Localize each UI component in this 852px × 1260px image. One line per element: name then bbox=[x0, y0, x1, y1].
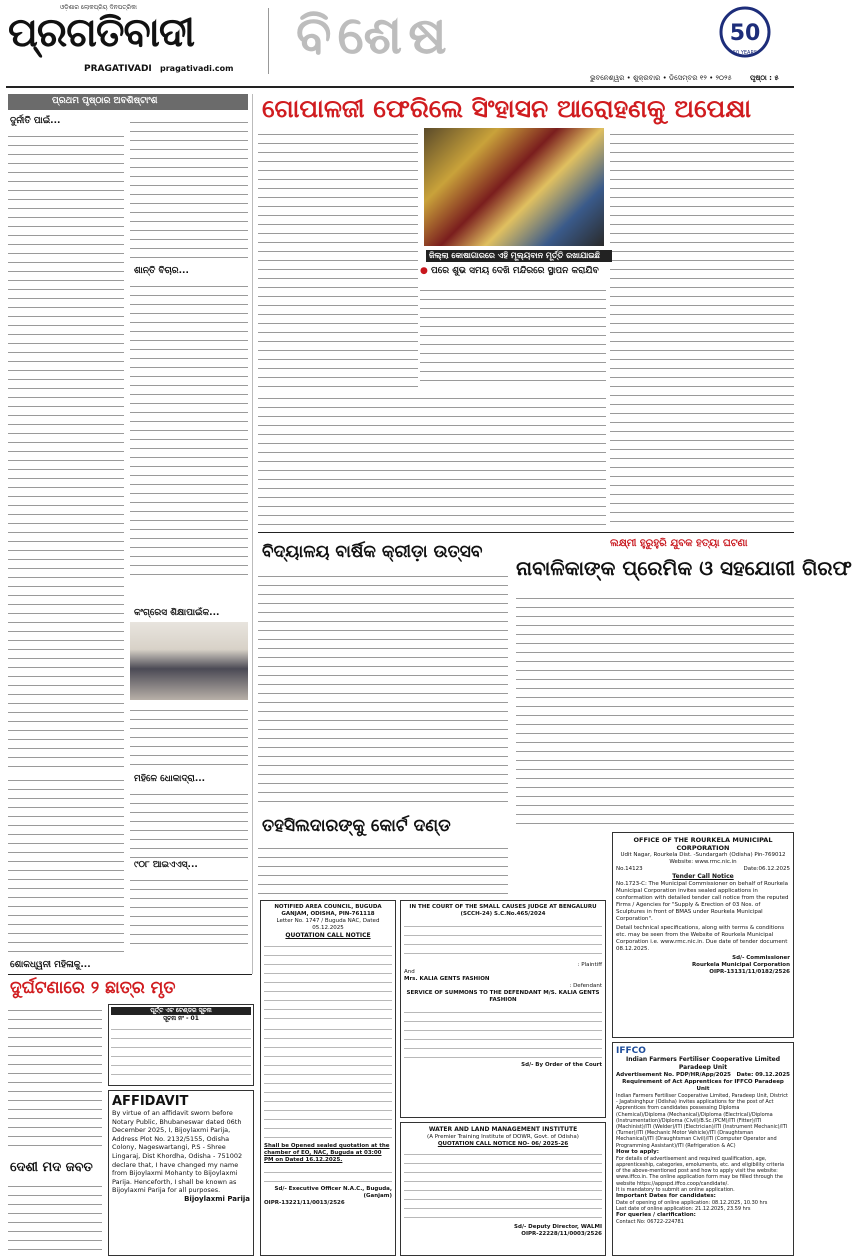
rmc-ad bbox=[612, 832, 794, 1038]
sports-headline: ବିଦ୍ୟାଳୟ ବାର୍ଷିକ କ୍ରୀଡ଼ା ଉତ୍ସବ bbox=[262, 542, 483, 562]
affidavit-body: By virtue of an affidavit sworn before Notary Public, Bhubaneswar dated 06th December 2025, I, Bijoylaxmi Parija, Address Plot No. 2132/5155, Odisha Colony, Nageswartangi, P.S - Shree Lingaraj, Dist Khordha, Odisha - 751002 declare that, I have changed my name from Bijoylaxmi Mohanty to Bijoylaxmi Parija. Henceforth, I shall be known as Bijoylaxmi Parija for all purposes. bbox=[112, 1109, 243, 1195]
walmi-body bbox=[404, 1148, 602, 1224]
rmc-body-2: Detail technical specifications, along with terms & conditions etc. may be seen from the Website of Rourkela Municipal Corporation i.e. www.rmc.nic.in. Due date of tender document 08.12.2025. bbox=[616, 925, 788, 952]
iffco-how-title: How to apply: bbox=[616, 1148, 659, 1155]
rmc-title: OFFICE OF THE ROURKELA MUNICIPAL CORPORATION bbox=[633, 836, 773, 852]
left-subhead-4: ମହିଳେ ଧୋକାଦ୍ରା... bbox=[134, 774, 206, 784]
crime-kicker: ଲକ୍ଷ୍ମୀ ହୁରୁହୁରି ଯୁବକ ହତ୍ୟା ଘଟଣା bbox=[610, 538, 748, 549]
liquor-body bbox=[8, 1180, 102, 1254]
iffco-unit: Paradeep Unit bbox=[678, 1064, 728, 1071]
crime-body bbox=[516, 592, 794, 828]
rmc-letter-no: No.14123 bbox=[616, 866, 643, 872]
nac-ad bbox=[260, 900, 396, 1256]
nac-notice: QUOTATION CALL NOTICE bbox=[285, 932, 371, 939]
meeting-photo bbox=[130, 622, 248, 700]
left-body-1 bbox=[8, 130, 124, 770]
rmc-oipr: OIPR-13131/11/0182/2526 bbox=[709, 969, 790, 975]
iffco-dates-title: Important Dates for candidates: bbox=[616, 1193, 716, 1200]
lead-headline: ଗୋପାଳଜୀ ଫେରିଲେ ସିଂହାସନ ଆରୋହଣକୁ ଅପେକ୍ଷା bbox=[262, 94, 752, 123]
lead-body-2 bbox=[420, 284, 606, 388]
small-causes-body-1 bbox=[404, 920, 602, 962]
masthead-rule bbox=[6, 86, 794, 88]
small-causes-case: (SCCH-24) S.C.No.465/2024 bbox=[460, 911, 546, 917]
accident-body bbox=[8, 1004, 102, 1154]
accident-headline: ଦୁର୍ଘଟଣାରେ ୨ ଛାତ୍ର ମୃତ bbox=[10, 978, 176, 998]
tender-ad-title: ପୂର୍ତ୍ତ ଏଟ ଟେଣ୍ଡର ସୂଚନା bbox=[111, 1007, 251, 1015]
tender-ad bbox=[108, 1004, 254, 1086]
iffco-ref-row bbox=[616, 1072, 790, 1079]
walmi-notice: QUOTATION CALL NOTICE NO- 06/ 2025-26 bbox=[437, 1141, 569, 1147]
small-causes-defendant-name: Mrs. KALIA GENTS FASHION bbox=[404, 976, 490, 982]
lead-photo-caption: ଜିଲ୍ଲା କୋଷାଗାରରେ ଏହି ମୂଲ୍ୟବାନ ମୂର୍ତ୍ତି ରଖାଯାଇଛି bbox=[426, 250, 612, 262]
nac-address: GANJAM, ODISHA, PIN-761118 bbox=[281, 911, 375, 917]
sports-body bbox=[258, 570, 508, 810]
iffco-queries-title: For queries / clarification: bbox=[616, 1212, 696, 1219]
website: pragativadi.com bbox=[160, 64, 234, 73]
nac-deadline: Shall be Opened sealed quotation at the chamber of EO, NAC, Buguda at 03:00 PM on Dated 16.12.2025. bbox=[264, 1143, 390, 1163]
section-rule-1 bbox=[258, 532, 794, 533]
small-causes-service: SERVICE OF SUMMONS TO THE DEFENDANT M/S. KALIA GENTS FASHION bbox=[406, 990, 600, 1003]
left-body-3 bbox=[130, 280, 248, 580]
small-causes-plaintiff: : Plaintiff bbox=[577, 962, 602, 968]
walmi-ad bbox=[400, 1122, 606, 1256]
page-number: ପୃଷ୍ଠା : ୫ bbox=[750, 74, 779, 82]
column-divider bbox=[252, 94, 253, 974]
left-body-4 bbox=[130, 704, 248, 770]
walmi-subtitle: (A Premier Training Institute of DOWR, Govt. of Odisha) bbox=[427, 1134, 579, 1140]
left-body-2 bbox=[130, 116, 248, 264]
left-subhead-1: ଦୁର୍ନୀତି ପାଇଁ... bbox=[10, 116, 61, 126]
affidavit-signature: Bijoylaxmi Parija bbox=[184, 1194, 250, 1203]
bullet-icon: ● bbox=[420, 266, 428, 276]
iffco-body: Indian Farmers Fertiliser Cooperative Limited, Paradeep Unit, District - Jagatsinghpur (Odisha) invites applications for the post of Act Apprentices from candidates possessing Diploma (Chemical)/Diploma (Mechanical)/Diploma (Electrical)/Diploma (Instrumentation)/Diploma (Civil)/B.Sc.(PCM)/ITI (Fitter)/ITI (Machinist)/ITI (Welder)/ITI (Electrician)/ITI (Instrument Mechanic)/ITI (Turner)/ITI (Mechanic Motor Vehicle)/ITI (Draughtsman Mechanical)/ITI (Draughtsman Civil)/ITI (Computer Operator and Programming Assistant)/ITI (Refrigeration & AC) bbox=[616, 1093, 789, 1149]
nac-title: NOTIFIED AREA COUNCIL, BUGUDA bbox=[274, 904, 382, 910]
masthead-divider bbox=[268, 8, 269, 74]
iffco-title: Indian Farmers Fertiliser Cooperative Limited bbox=[625, 1056, 780, 1063]
logo: ପ୍ରଗତିବାଦୀ bbox=[8, 10, 195, 56]
small-causes-title: IN THE COURT OF THE SMALL CAUSES JUDGE AT BENGALURU bbox=[409, 904, 597, 910]
iffco-mandatory: It is mandatory to submit an online application. bbox=[616, 1186, 735, 1193]
walmi-title: WATER AND LAND MANAGEMENT INSTITUTE bbox=[428, 1126, 578, 1133]
small-causes-defendant: : Defendant bbox=[569, 983, 602, 989]
anniversary-logo bbox=[710, 2, 780, 60]
small-causes-body-2 bbox=[404, 1006, 602, 1062]
crime-headline: ନାବାଳିକାଙ୍କ ପ୍ରେମିକ ଓ ସହଯୋଗୀ ଗିରଫ bbox=[516, 556, 852, 580]
dateline: ଭୁବନେଶ୍ୱର • ଶୁକ୍ରବାର • ଡିସେମ୍ବର ୧୨ • ୨୦୨୫ bbox=[590, 74, 732, 82]
small-causes-signoff: Sd/- By Order of the Court bbox=[521, 1062, 602, 1068]
iffco-date-2: Last date of online application: 21.12.2025, 23.59 hrs bbox=[616, 1206, 751, 1213]
iffco-ad bbox=[612, 1042, 794, 1256]
nac-letter: Letter No. 1747 / Buguda NAC, Dated 05.12.2025 bbox=[276, 918, 380, 931]
iffco-requirement: Requirement of Act Apprentices for IFFCO Paradeep Unit bbox=[622, 1079, 784, 1092]
small-causes-ad bbox=[400, 900, 606, 1118]
iffco-how-body: For details of advertisement and required qualification, age, apprenticeship, categories, emoluments, etc. and eligibility criteria of the above-mentioned post and how to apply visit the website: www.iffco.in. The online application form may be filled through the website https://appspd.iffco.coop/candidate/. bbox=[616, 1155, 785, 1187]
svg-text:50: 50 bbox=[729, 21, 761, 46]
iffco-logo: IFFCO bbox=[616, 1046, 646, 1056]
lead-body-right bbox=[610, 128, 794, 528]
left-subhead-3: କଂଗ୍ରେସ ଶିକ୍ଷାପାଇଁକ... bbox=[134, 608, 220, 618]
anniversary-label: 50 YEARS bbox=[732, 50, 758, 56]
left-subhead-6: ଶୋକଧ୍ୱନୀ ମହିଳାକୁ... bbox=[10, 960, 91, 970]
left-subhead-5: ୯୦୮ ଆଇଏଏସ୍‌... bbox=[134, 860, 198, 870]
walmi-signoff: Sd/- Deputy Director, WALMI bbox=[514, 1224, 602, 1230]
rmc-body: No.1723-C: The Municipal Commissioner on behalf of Rourkela Municipal Corporation invites sealed applications in conformation with detailed tender call notice from the reputed Firms / Agencies for "Supply & Erection of 03 Nos. of Sculptures in front of BMAS under Rourkela Municipal Corporation". bbox=[616, 881, 789, 922]
lead-kicker bbox=[420, 266, 608, 276]
rmc-signoff-2: Rourkela Municipal Corporation bbox=[691, 962, 790, 968]
lead-body-3 bbox=[258, 392, 606, 528]
small-causes-and: And bbox=[404, 969, 415, 975]
walmi-oipr: OIPR-22228/11/0003/2526 bbox=[521, 1231, 602, 1237]
liquor-headline: ଦେଶୀ ମଦ ଜବତ bbox=[10, 1160, 93, 1175]
left-body-7 bbox=[8, 774, 124, 954]
section-rule-2 bbox=[8, 974, 252, 975]
left-body-6 bbox=[130, 874, 248, 944]
rmc-date: Date:06.12.2025 bbox=[743, 866, 790, 872]
masthead bbox=[0, 0, 800, 88]
rmc-signoff-1: Sd/- Commissioner bbox=[732, 955, 790, 961]
tender-ad-no: ସୂଚନା ନଂ - 01 bbox=[163, 1015, 199, 1022]
continuations-banner-text: ପ୍ରଥମ ପୃଷ୍ଠାର ଅବଶିଷ୍ଟାଂଶ bbox=[52, 96, 158, 106]
iffco-advt: Advertisement No. PDP/HR/App/2025 bbox=[616, 1072, 731, 1078]
nac-body-2 bbox=[264, 1023, 392, 1143]
left-body-5 bbox=[130, 788, 248, 858]
lead-photo bbox=[424, 128, 604, 246]
affidavit-ad bbox=[108, 1090, 254, 1256]
nac-body-1 bbox=[264, 940, 392, 1020]
nac-signoff: Sd/- Executive Officer N.A.C., Buguda, (Ganjam) bbox=[274, 1186, 392, 1199]
logo-english: PRAGATIVADI bbox=[84, 64, 152, 74]
iffco-date: Date: 09.12.2025 bbox=[736, 1072, 790, 1078]
nac-oipr: OIPR-13221/11/0013/2526 bbox=[264, 1200, 345, 1206]
affidavit-title: AFFIDAVIT bbox=[112, 1094, 189, 1109]
iffco-contact: Contact No: 06722-224781 bbox=[616, 1219, 684, 1226]
section-title: ବିଶେଷ bbox=[296, 6, 453, 66]
court-headline: ତହସିଲଦାରଙ୍କୁ କୋର୍ଟ ଦଣ୍ଡ bbox=[262, 816, 451, 836]
court-body bbox=[258, 842, 508, 896]
rmc-ref-row bbox=[616, 866, 790, 873]
tender-ad-body bbox=[111, 1023, 251, 1075]
iffco-date-1: Date of opening of online application: 08.12.2025, 10.30 hrs bbox=[616, 1200, 768, 1207]
left-subhead-2: ଶାନ୍ତି ବିଚାର... bbox=[134, 266, 189, 276]
rmc-address: Udit Nagar, Rourkela Dist. -Sundargarh (Odisha) Pin-769012 bbox=[620, 852, 786, 858]
rmc-notice: Tender Call Notice bbox=[672, 873, 734, 880]
lead-kicker-text: ପରେ ଶୁଭ ସମୟ ଦେଖି ମନ୍ଦିରରେ ସ୍ଥାପନ କରାଯିବ bbox=[431, 266, 599, 276]
lead-body-1 bbox=[258, 128, 418, 388]
nac-body-3 bbox=[264, 1166, 392, 1186]
logo-tagline: ଓଡ଼ିଶାର ଲୋକପ୍ରିୟ ଦିନପତ୍ରିକା bbox=[60, 4, 137, 11]
rmc-website: Website: www.rmc.nic.in bbox=[669, 859, 737, 865]
